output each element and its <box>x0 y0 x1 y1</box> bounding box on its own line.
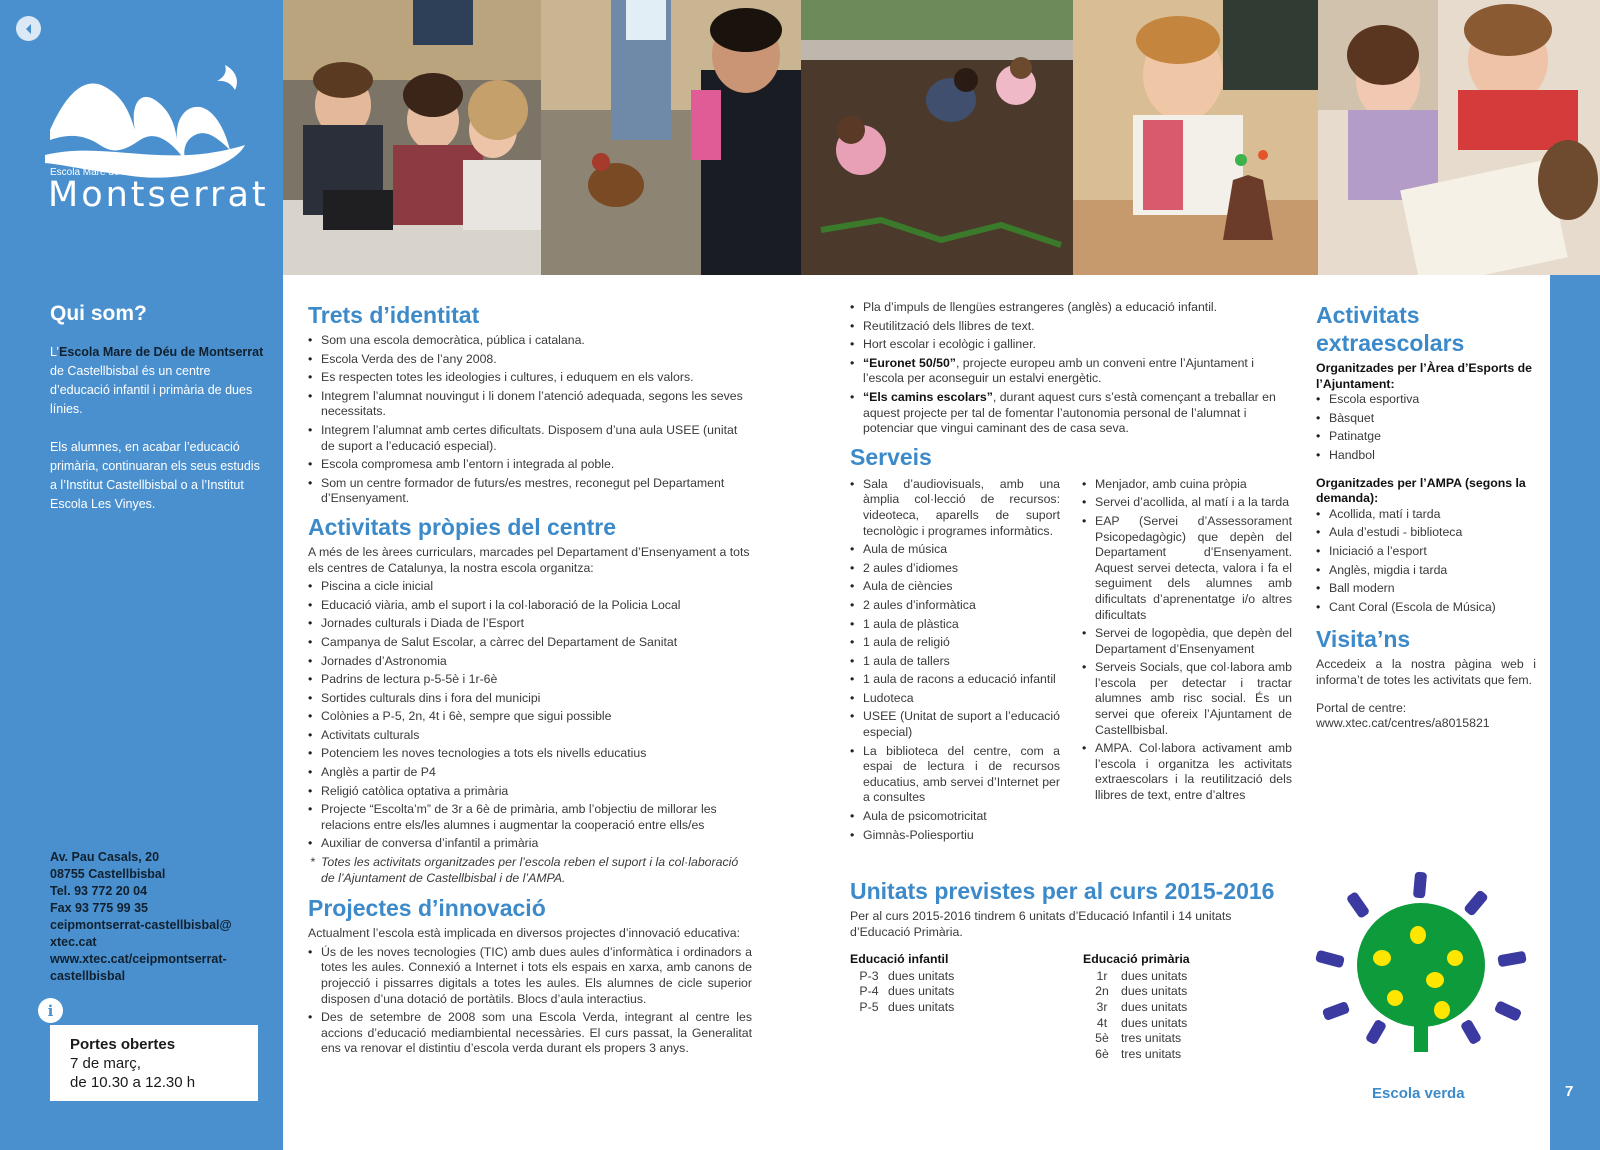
list-item: • Handbol <box>1316 448 1536 464</box>
visitans-heading: Visita’ns <box>1316 626 1411 653</box>
school-garden-photo-icon <box>801 0 1073 275</box>
activitats-propies-intro: A més de les àrees curriculars, marcades pel Departament d’Ensenyament a tots els centres de Catalunya, la nostra escola organitza: <box>308 544 750 575</box>
list-item: • Projecte “Escolta’m” de 3r a 6è de primària, amb l’objectiu de millorar les relacions entre els/les alumnes i augmentar la cooperació entre ells/es <box>308 802 752 833</box>
photo-students-with-hen <box>541 0 801 275</box>
list-item: • Aula de psicomotricitat <box>850 809 1060 825</box>
photo-students-at-computer <box>283 0 541 275</box>
list-item: • 1 aula de plàstica <box>850 617 1060 633</box>
serveis-columns <box>850 477 1292 846</box>
list-item: • USEE (Unitat de suport a l’educació especial) <box>850 709 1060 740</box>
photo-children-drawing <box>1318 0 1600 275</box>
fax-line: Fax 93 775 99 35 <box>50 901 148 915</box>
students-at-computer-photo-icon <box>283 0 541 275</box>
list-item: • Bàsquet <box>1316 411 1536 427</box>
postal-line: 08755 Castellbisbal <box>50 867 166 881</box>
activitats-note: * Totes les activitats organitzades per l’escola reben el suport i la col·laboració de l’Ajuntament de Castellbisbal i de l’AMPA. <box>308 855 752 886</box>
extraescolars-group2-list <box>1316 507 1536 616</box>
table-row: P-4 dues unitats <box>859 984 955 999</box>
list-item: • Ludoteca <box>850 691 1060 707</box>
qui-som-paragraph-2: Els alumnes, en acabar l’educació primària, continuaran els seus estudis a l’Institut Castellbisbal o a l’Institut Escola Les Vinyes. <box>50 440 260 511</box>
back-button[interactable] <box>16 16 41 41</box>
unitats-section <box>850 877 1292 1062</box>
list-item: • Escola esportiva <box>1316 392 1536 408</box>
unitats-heading: Unitats previstes per al curs 2015-2016 <box>850 878 1275 904</box>
table-row: 4t dues unitats <box>1096 1015 1188 1030</box>
logo-title: Montserrat <box>48 175 269 215</box>
projectes-continued-list <box>850 300 1292 437</box>
unitats-tables <box>850 952 1292 1062</box>
trets-list <box>308 333 752 507</box>
list-item: • Anglès a partir de P4 <box>308 765 752 781</box>
list-item: • Escola Verda des de l’any 2008. <box>308 352 752 368</box>
list-item: • “Euronet 50/50”, projecte europeu amb un conveni entre l’Ajuntament i l’escola per aconseguir un estalvi energètic. <box>850 356 1292 387</box>
back-arrow-icon <box>23 23 35 35</box>
email-link[interactable]: ceipmontserrat-castellbisbal@ xtec.cat <box>50 918 232 949</box>
list-item: • “Els camins escolars”, durant aquest curs s’està començant a treballar en aquest projecte per tal de fomentar l’autonomia personal de l’alumnat i potenciar que vingui caminant des de casa seva. <box>850 390 1292 437</box>
list-item: • Campanya de Salut Escolar, a càrrec del Departament de Sanitat <box>308 635 752 651</box>
list-item: • Sala d’audiovisuals, amb una àmplia col·lecció de recursos: videoteca, aparells de suport tecnològic i programes informàtics. <box>850 477 1060 539</box>
portes-obertes-title: Portes obertes <box>70 1036 176 1053</box>
list-item: • Pla d’impuls de llengües estrangeres (anglès) a educació infantil. <box>850 300 1292 316</box>
list-item: • Potenciem les noves tecnologies a tots els nivells educatius <box>308 746 752 762</box>
list-item: • Padrins de lectura p-5-5è i 1r-6è <box>308 672 752 688</box>
extraescolars-group2-title: Organitzades per l’AMPA (segons la demanda): <box>1316 475 1526 506</box>
portes-obertes-date: 7 de març, <box>70 1055 141 1072</box>
logo-subtitle: Escola Mare de Déu de <box>50 167 155 178</box>
list-item: • Som una escola democràtica, pública i catalana. <box>308 333 752 349</box>
address-line: Av. Pau Casals, 20 <box>50 850 160 864</box>
column-1 <box>308 301 752 1060</box>
list-item: • Patinatge <box>1316 429 1536 445</box>
qui-som-heading: Qui som? <box>50 302 147 325</box>
activitats-propies-list <box>308 579 752 852</box>
list-item: • EAP (Servei d’Assessorament Psicopedagògic) que depèn del Departament d’Ensenyament. Aquest servei detecta, valora i fa el seguiment dels alumnes amb dificultats d’aprenentatge i/o altres dificultats <box>1082 514 1292 623</box>
table-row: 1r dues unitats <box>1096 968 1188 983</box>
info-icon[interactable]: i <box>38 998 63 1023</box>
list-item: • Activitats culturals <box>308 728 752 744</box>
serveis-heading: Serveis <box>850 443 932 470</box>
serveis-right-list <box>1082 477 1292 846</box>
photo-school-garden <box>801 0 1073 275</box>
list-item: • Menjador, amb cuina pròpia <box>1082 477 1292 493</box>
list-item: • Colònies a P-5, 2n, 4t i 6è, sempre que sigui possible <box>308 709 752 725</box>
table-row: 3r dues unitats <box>1096 999 1188 1014</box>
photo-child-clay-tree <box>1073 0 1318 275</box>
list-item: • Serveis Socials, que col·labora amb l’escola per detectar i tractar alumnes amb risc social. És un servei que ofereix l’Ajuntament de Castellbisbal. <box>1082 660 1292 738</box>
portes-obertes-time: de 10.30 a 12.30 h <box>70 1074 196 1091</box>
trets-heading: Trets d’identitat <box>308 302 480 328</box>
serveis-left-list <box>850 477 1060 846</box>
list-item: • Reutilització dels llibres de text. <box>850 319 1292 335</box>
list-item: • 2 aules d’informàtica <box>850 598 1060 614</box>
projectes-list <box>308 945 752 1057</box>
list-item: • Cant Coral (Escola de Música) <box>1316 600 1536 616</box>
list-item: • Religió catòlica optativa a primària <box>308 784 752 800</box>
list-item: • Jornades culturals i Diada de l’Esport <box>308 616 752 632</box>
list-item: • Educació viària, amb el suport i la col·laboració de la Policia Local <box>308 598 752 614</box>
students-with-hen-photo-icon <box>541 0 801 275</box>
children-drawing-photo-icon <box>1318 0 1600 275</box>
qui-som-paragraph-1: L’Escola Mare de Déu de Montserrat de Castellbisbal és un centre d’educació infantil i primària de dues línies. <box>50 345 264 416</box>
list-item: • Gimnàs-Poliesportiu <box>850 828 1060 844</box>
photo-strip <box>283 0 1600 275</box>
extraescolars-heading: Activitats extraescolars <box>1316 302 1465 356</box>
table-row: 5è tres unitats <box>1095 1031 1182 1046</box>
list-item: • Hort escolar i ecològic i galliner. <box>850 337 1292 353</box>
list-item: • Escola compromesa amb l’entorn i integrada al poble. <box>308 457 752 473</box>
list-item: • La biblioteca del centre, com a espai de lectura i de recursos educatius, amb servei d’Internet per a consultes <box>850 744 1060 806</box>
list-item: • Ús de les noves tecnologies (TIC) amb dues aules d’informàtica i ordinadors a totes les aules. Connexió a Internet i tots els espais en xarxa, amb canons de projecció i pissarres digitals a totes les aules. Els alumnes de cicle superior disposen d’una dotació de portàtils. Blocs d’aula interactius. <box>308 945 752 1007</box>
activitats-propies-heading: Activitats pròpies del centre <box>308 513 617 540</box>
list-item: • 1 aula de religió <box>850 635 1060 651</box>
list-item: • Jornades d’Astronomia <box>308 654 752 670</box>
unitats-intro: Per al curs 2015-2016 tindrem 6 unitats d’Educació Infantil i 14 unitats d’Educació Primària. <box>850 909 1232 939</box>
list-item: • Integrem l’alumnat nouvingut i li donem l’atenció adequada, segons les seves necessitats. <box>308 389 752 420</box>
infantil-title: Educació infantil <box>850 952 949 967</box>
page-number: 7 <box>1565 1083 1574 1100</box>
list-item: • Acollida, matí i tarda <box>1316 507 1536 523</box>
table-row: 6è tres unitats <box>1095 1046 1182 1061</box>
extraescolars-group1-list <box>1316 392 1536 463</box>
list-item: • 1 aula de tallers <box>850 654 1060 670</box>
contact-block <box>50 849 270 985</box>
right-strip <box>1550 275 1600 1150</box>
website-link[interactable]: www.xtec.cat/ceipmontserrat- castellbisbal <box>50 952 227 983</box>
list-item: • Som un centre formador de futurs/es mestres, reconegut pel Departament d’Ensenyament. <box>308 476 752 507</box>
portal-link[interactable]: www.xtec.cat/centres/a8015821 <box>1316 716 1490 731</box>
list-item: • Integrem l’alumnat amb certes dificultats. Disposem d’una aula USEE (unitat de suport a l’educació especial). <box>308 423 752 454</box>
list-item: • Aula de ciències <box>850 579 1060 595</box>
list-item: • Aula d’estudi - biblioteca <box>1316 525 1536 541</box>
list-item: • Des de setembre de 2008 som una Escola Verda, integrant al centre les accions d’educació mediambiental necessàries. El curs passat, la Generalitat ens va renovar el distintiu d’escola verda durant els propers 3 anys. <box>308 1010 752 1057</box>
list-item: • Sortides culturals dins i fora del municipi <box>308 691 752 707</box>
extraescolars-group1-title: Organitzades per l’Àrea d’Esports de l’Ajuntament: <box>1316 361 1532 391</box>
projectes-intro: Actualment l’escola està implicada en diversos projectes d’innovació educativa: <box>308 926 740 941</box>
table-row: P-3 dues unitats <box>859 968 955 983</box>
list-item: • 1 aula de racons a educació infantil <box>850 672 1060 688</box>
escola-verda-label: Escola verda <box>1372 1085 1465 1102</box>
escola-verda-icon <box>1310 870 1540 1080</box>
list-item: • 2 aules d’idiomes <box>850 561 1060 577</box>
list-item: • Es respecten totes les ideologies i cultures, i eduquem en els valors. <box>308 370 752 386</box>
list-item: • Ball modern <box>1316 581 1536 597</box>
infantil-table <box>850 952 1083 1062</box>
list-item: • Auxiliar de conversa d’infantil a primària <box>308 836 752 852</box>
list-item: • Iniciació a l’esport <box>1316 544 1536 560</box>
list-item: • Piscina a cicle inicial <box>308 579 752 595</box>
list-item: • Servei de logopèdia, que depèn del Departament d’Ensenyament <box>1082 626 1292 657</box>
list-item: • Anglès, migdia i tarda <box>1316 563 1536 579</box>
column-3 <box>1316 301 1536 735</box>
column-2 <box>850 300 1292 846</box>
list-item: • AMPA. Col·labora activament amb l’escola i organitza les activitats extraescolars i la reutilització dels llibres de text, entre d’altres <box>1082 741 1292 803</box>
primaria-title: Educació primària <box>1083 952 1190 967</box>
primaria-table <box>1083 952 1283 1062</box>
table-row: 2n dues unitats <box>1095 984 1188 999</box>
portal-label: Portal de centre: <box>1316 700 1407 715</box>
table-row: P-5 dues unitats <box>859 999 955 1014</box>
projectes-heading: Projectes d’innovació <box>308 895 546 922</box>
list-item: • Servei d’acollida, al matí i a la tarda <box>1082 495 1292 511</box>
child-clay-tree-photo-icon <box>1073 0 1318 275</box>
visitans-text: Accedeix a la nostra pàgina web i informa’t de totes les activitats que fem. <box>1316 657 1536 687</box>
list-item: • Aula de música <box>850 542 1060 558</box>
portes-obertes-box <box>50 1025 258 1101</box>
phone-line: Tel. 93 772 20 04 <box>50 884 148 898</box>
